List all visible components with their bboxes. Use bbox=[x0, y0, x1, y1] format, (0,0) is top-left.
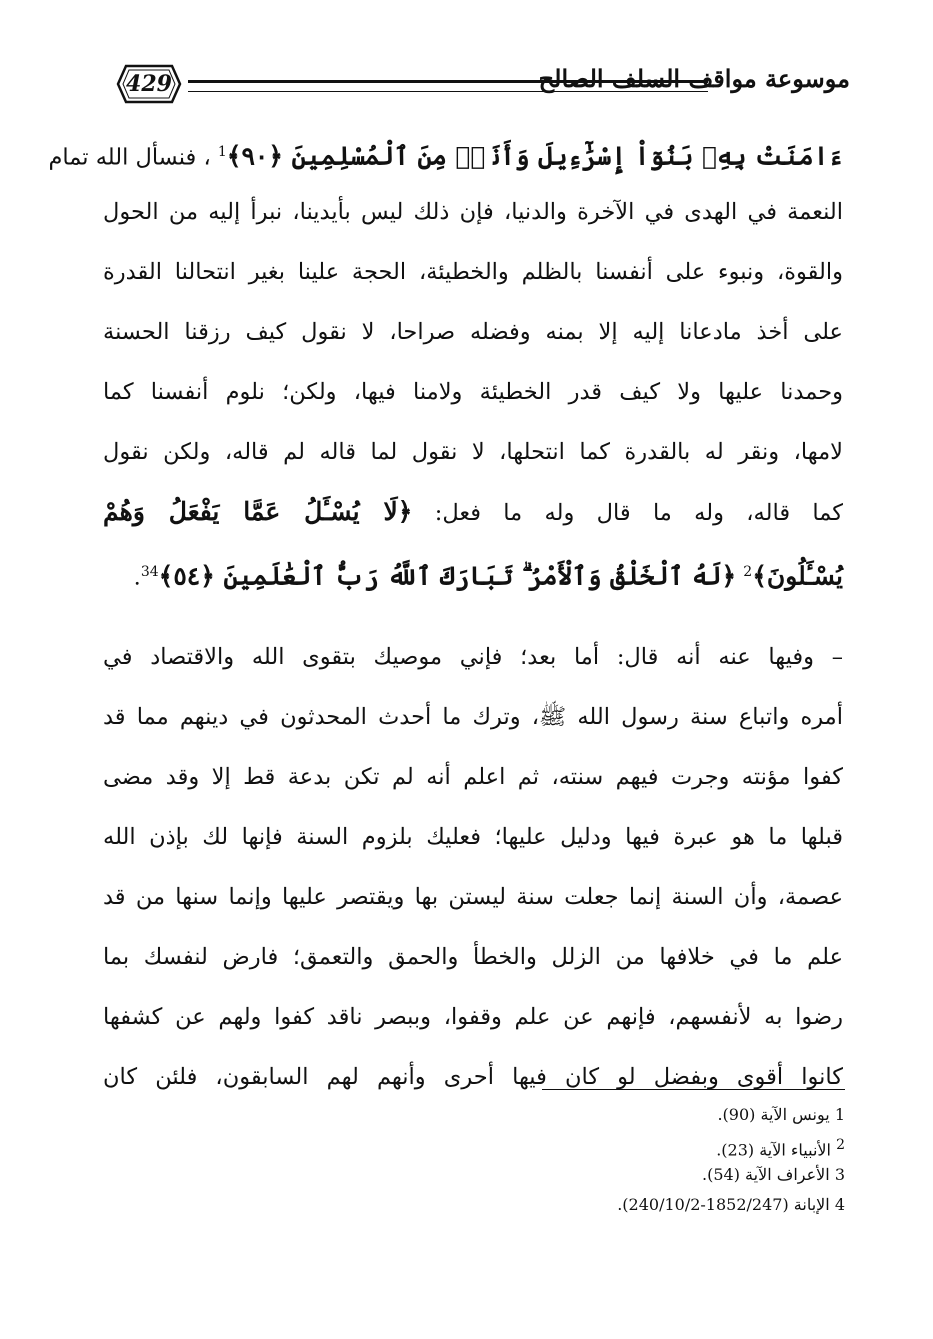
text-line: علم ما في خلافها من الزلل والخطأ والحمق والتعمق؛ فارض لنفسك بما bbox=[103, 944, 843, 970]
quran-verse: ءَامَنَتْ بِهِۦ بَنُوٓاْ إِسْرَٰٓءِيلَ وَأَنَا۠ مِنَ ٱلْمُسْلِمِينَ ﴿٩٠﴾ bbox=[226, 141, 843, 171]
text-line: رضوا به لأنفسهم، فإنهم عن علم وقفوا، وببصر ناقد كفوا ولهم عن كشفها bbox=[103, 1004, 843, 1030]
text-line bbox=[48, 122, 843, 182]
quran-verse: ﴿لَهُ ٱلْخَلْقُ وَٱلْأَمْرُ ۗ تَبَارَكَ ٱللَّهُ رَبُّ ٱلْعَٰلَمِينَ ﴿٥٤﴾ bbox=[158, 561, 737, 591]
footnote-text: الإبانة (1852/247-240/10/2). bbox=[617, 1195, 830, 1214]
body-text bbox=[48, 122, 843, 1107]
footnote-ref: 3 bbox=[140, 564, 150, 580]
footnote bbox=[385, 1130, 845, 1160]
footnote-number: 3 bbox=[834, 1165, 845, 1184]
footnote bbox=[385, 1100, 845, 1130]
footnote-ref: 2 bbox=[743, 564, 753, 580]
text-line: النعمة في الهدى في الآخرة والدنيا، فإن ذلك ليس بأيدينا، نبرأ إليه من الحول bbox=[103, 199, 843, 225]
text-line: كفوا مؤنته وجرت فيهم سنته، ثم اعلم أنه لم تكن بدعة قط إلا وقد مضى bbox=[103, 764, 843, 790]
footnote-text: الأنبياء الآية (23). bbox=[716, 1140, 831, 1160]
text-segment: ، فنسأل الله تمام bbox=[48, 144, 211, 171]
footnote bbox=[385, 1160, 845, 1190]
quran-verse: يُسْـَٔلُونَ﴾ bbox=[752, 561, 843, 591]
footnote-text: الأعراف الآية (54). bbox=[702, 1165, 830, 1184]
series-title: موسوعة مواقف السلف الصالح bbox=[538, 64, 850, 93]
text-line: يُسْـَٔلُونَ﴾$^2$ ﴿لَهُ ٱلْخَلْقُ وَٱلْأَمْرُ ۗ تَبَارَكَ ٱللَّهُ رَبُّ ٱلْعَٰلَمِينَ ﴿٥٤﴾$^{34}$. bbox=[133, 561, 843, 591]
text-line bbox=[103, 482, 843, 542]
footnote-divider bbox=[542, 1089, 845, 1090]
footnote-ref: 1 bbox=[217, 144, 227, 160]
footnotes bbox=[385, 1100, 845, 1220]
footnote-number: 1 bbox=[834, 1105, 845, 1124]
page-header bbox=[100, 50, 850, 120]
text-line: أمره واتباع سنة رسول الله ﷺ، وترك ما أحدث المحدثون في دينهم مما قد bbox=[103, 704, 843, 730]
text-line: كانوا أقوى وبفضل لو كان فيها أحرى وأنهم لهم السابقون، فلئن كان bbox=[103, 1064, 843, 1090]
footnote-text: يونس الآية (90). bbox=[717, 1105, 830, 1124]
footnote-number: 4 bbox=[834, 1195, 845, 1214]
page-number: 429 bbox=[126, 71, 172, 97]
text-line: على أخذ مادعانا إليه إلا بمنه وفضله صراحا، لا نقول كيف رزقنا الحسنة bbox=[103, 319, 843, 345]
footnote-ref: 4 bbox=[149, 564, 159, 580]
text-line: – وفيها عنه أنه قال: أما بعد؛ فإني موصيك بتقوى الله والاقتصاد في bbox=[103, 644, 843, 670]
text-segment: كما قاله، وله ما قال وله ما فعل: bbox=[434, 500, 843, 526]
text-line: وحمدنا عليها ولا كيف قدر الخطيئة ولامنا فيها، ولكن؛ نلوم أنفسنا كما bbox=[103, 379, 843, 405]
page-number-badge bbox=[114, 62, 184, 106]
text-line: قبلها ما هو عبرة فيها ودليل عليها؛ فعليك بلزوم السنة فإنها لك بإذن الله bbox=[103, 824, 843, 850]
footnote-number: 2 bbox=[836, 1137, 845, 1153]
text-line: لامها، ونقر له بالقدرة كما انتحلها، لا نقول لما قاله لم قاله، ولكن نقول bbox=[103, 439, 843, 465]
quran-verse: ﴿لَا يُسْـَٔلُ عَمَّا يَفْعَلُ وَهُمْ bbox=[103, 497, 413, 526]
text-line: والقوة، ونبوء على أنفسنا بالظلم والخطيئة، الحجة علينا بغير انتحالنا القدرة bbox=[103, 259, 843, 285]
text-line: عصمة، وأن السنة إنما جعلت سنة ليستن بها ويقتصر عليها وإنما سنها من قد bbox=[103, 884, 843, 910]
footnote bbox=[385, 1190, 845, 1220]
